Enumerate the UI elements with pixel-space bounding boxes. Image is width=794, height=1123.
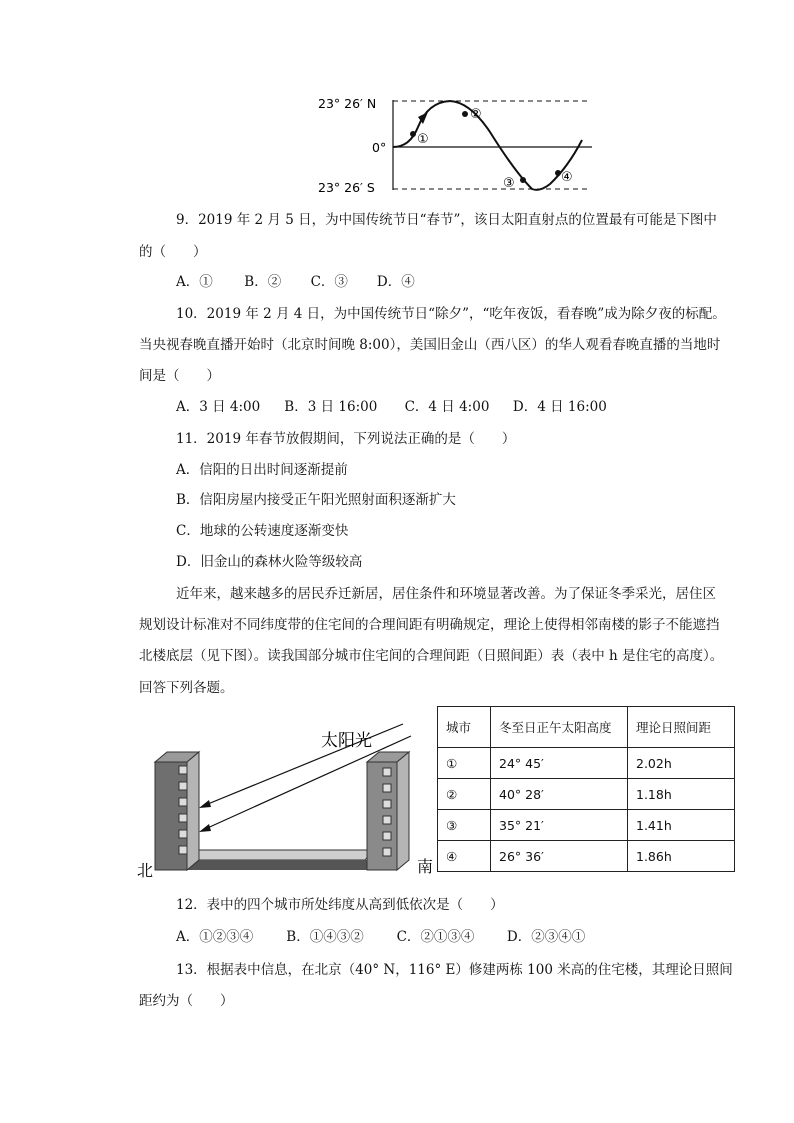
south-label: 南	[417, 857, 434, 876]
q12-option-c[interactable]: C．②①③④	[396, 929, 475, 945]
point-2-dot	[462, 111, 468, 117]
table-cell-city: ③	[438, 810, 491, 841]
q10-option-d[interactable]: D．4 日 16:00	[512, 399, 607, 415]
label-tropic-cancer: 23° 26′ N	[318, 96, 377, 111]
label-tropic-capricorn: 23° 26′ S	[318, 180, 375, 195]
intro-line4: 回答下列各题。	[139, 680, 234, 696]
label-equator: 0°	[372, 140, 387, 155]
q12-stem: 12．表中的四个城市所处纬度从高到低依次是（ ）	[176, 897, 504, 913]
table-header-spacing: 理论日照间距	[628, 707, 735, 748]
sun-angle-table	[437, 706, 735, 872]
table-cell-spacing: 1.18h	[628, 779, 735, 810]
intro-line2: 规划设计标准对不同纬度带的住宅间的合理间距有明确规定，理论上使得相邻南楼的影子不能遮挡	[139, 617, 720, 633]
table-cell-altitude: 24° 45′	[491, 748, 628, 779]
q9-option-b[interactable]: B．②	[244, 274, 282, 290]
intro-line1: 近年来，越来越多的居民乔迁新居，居住条件和环境显著改善。为了保证冬季采光，居住区	[176, 586, 716, 602]
intro-line3: 北楼底层（见下图）。读我国部分城市住宅间的合理间距（日照间距）表（表中 h 是住宅的高度）。	[139, 648, 724, 664]
q10-options	[176, 395, 607, 415]
q10-stem-line1: 10．2019 年 2 月 4 日，为中国传统节日“除夕”，“吃年夜饭，看春晚”成为除夕夜的标配。	[176, 306, 726, 322]
point-3-dot	[520, 177, 526, 183]
table-header-city: 城市	[438, 707, 491, 748]
north-label: 北	[137, 861, 154, 880]
q10-option-c[interactable]: C．4 日 4:00	[404, 399, 490, 415]
point-1-dot	[410, 131, 416, 137]
table-cell-city: ④	[438, 841, 491, 872]
table-cell-spacing: 1.41h	[628, 810, 735, 841]
point-1-label: ①	[417, 132, 429, 147]
table-cell-city: ②	[438, 779, 491, 810]
q9-option-c[interactable]: C．③	[310, 274, 348, 290]
q12-options	[176, 925, 585, 945]
table-row	[438, 810, 735, 841]
q13-stem-line2: 距约为（ ）	[139, 993, 234, 1009]
ground-front	[187, 860, 367, 870]
q11-stem: 11．2019 年春节放假期间，下列说法正确的是（ ）	[176, 431, 516, 447]
south-building	[367, 752, 409, 870]
q11-option-c[interactable]: C．地球的公转速度逐渐变快	[176, 523, 349, 539]
q9-stem-line1: 9．2019 年 2 月 5 日，为中国传统节日“春节”，该日太阳直射点的位置最有可能是下图中	[176, 212, 717, 228]
q10-option-a[interactable]: A．3 日 4:00	[176, 399, 261, 415]
q12-option-b[interactable]: B．①④③②	[286, 929, 364, 945]
building-shadow-diagram	[135, 722, 435, 882]
q12-option-a[interactable]: A．①②③④	[176, 929, 254, 945]
sun-ray-upper-arrow	[199, 800, 211, 808]
q9-option-a[interactable]: A．①	[176, 274, 213, 290]
point-2-label: ②	[470, 107, 482, 122]
north-building	[155, 752, 199, 870]
q11-option-b[interactable]: B．信阳房屋内接受正午阳光照射面积逐渐扩大	[176, 492, 456, 508]
table-cell-spacing: 2.02h	[628, 748, 735, 779]
q10-stem-line2: 当央视春晚直播开始时（北京时间晚 8:00），美国旧金山（西八区）的华人观看春晚直播的当地时	[139, 337, 721, 353]
q11-option-a[interactable]: A．信阳的日出时间逐渐提前	[176, 462, 348, 478]
direct-sun-point-diagram	[310, 92, 600, 202]
point-4-label: ④	[561, 170, 573, 185]
sunlight-label: 太阳光	[321, 731, 372, 751]
q10-stem-line3: 间是（ ）	[139, 368, 220, 384]
table-row	[438, 841, 735, 872]
q9-options	[176, 270, 415, 290]
point-3-label: ③	[503, 176, 515, 191]
table-header-sun-altitude: 冬至日正午太阳高度	[491, 707, 628, 748]
ground-base	[187, 850, 373, 860]
q12-option-d[interactable]: D．②③④①	[506, 929, 586, 945]
table-cell-city: ①	[438, 748, 491, 779]
table-row	[438, 779, 735, 810]
table-row	[438, 748, 735, 779]
q9-option-d[interactable]: D．④	[376, 274, 415, 290]
table-cell-altitude: 35° 21′	[491, 810, 628, 841]
table-header-row	[438, 707, 735, 748]
table-cell-altitude: 26° 36′	[491, 841, 628, 872]
sun-ray-lower-arrow	[199, 824, 211, 832]
q11-option-d[interactable]: D．旧金山的森林火险等级较高	[176, 554, 363, 570]
q10-option-b[interactable]: B．3 日 16:00	[284, 399, 378, 415]
q9-stem-line2: 的（ ）	[139, 244, 207, 260]
table-cell-spacing: 1.86h	[628, 841, 735, 872]
q13-stem-line1: 13．根据表中信息，在北京（40° N，116° E）修建两栋 100 米高的住宅楼，其理论日照间	[176, 962, 733, 978]
table-cell-altitude: 40° 28′	[491, 779, 628, 810]
